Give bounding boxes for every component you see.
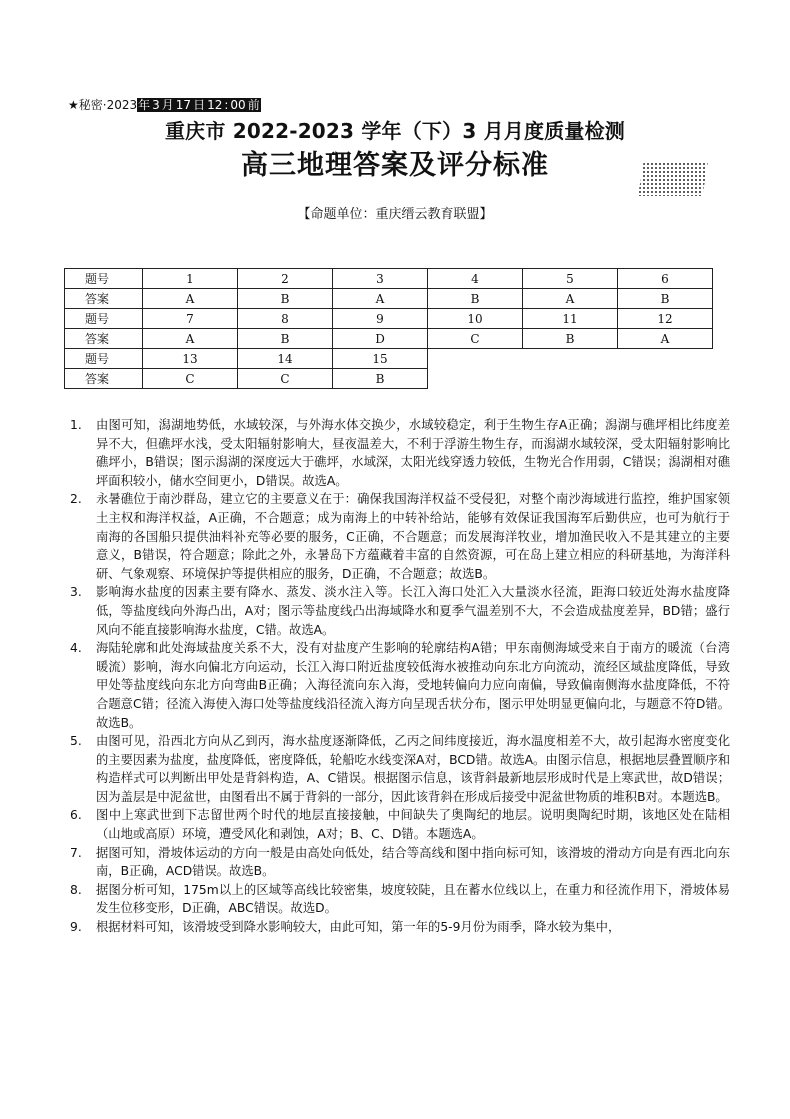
item-number: 4. xyxy=(70,641,82,656)
empty-cell xyxy=(428,349,523,369)
empty-cell xyxy=(428,369,523,389)
question-number: 15 xyxy=(333,349,428,369)
question-number: 6 xyxy=(618,269,713,289)
question-number: 1 xyxy=(143,269,238,289)
dot-pattern-decoration xyxy=(638,162,708,196)
confidential-notice xyxy=(68,97,261,113)
item-number: 9. xyxy=(70,920,82,935)
item-text: 影响海水盐度的因素主要有降水、蒸发、淡水注入等。长江入海口处汇入大量淡水径流，距海口较近处海水盐度降低，等盐度线向外海凸出，A对；图示等盐度线凸出海域降水和夏季气温差别不大，不会造成盐度差异，BD错；盛行风向不能直接影响海水盐度，C错。故选A。 xyxy=(96,585,730,637)
item-text: 由图可见，沿西北方向从乙到丙，海水盐度逐渐降低，乙丙之间纬度接近，海水温度相差不大，故引起海水密度变化的主要因素为盐度，盐度降低，密度降低，轮船吃水线变深A对，BCD错。故选A。由图示信息，根据地层叠置顺序和构造样式可以判断出甲处是背斜构造，A、C错误。根据图示信息，该背斜最新地层形成时代是上寒武世，故D错误；因为盖层是中泥盆世，由图看出不属于背斜的一部分，因此该背斜在形成后接受中泥盆世物质的堆积B对。本题选B。 xyxy=(96,734,730,804)
question-number: 12 xyxy=(618,309,713,329)
answer-cell: B xyxy=(523,329,618,349)
empty-cell xyxy=(523,349,618,369)
question-number: 11 xyxy=(523,309,618,329)
answer-cell: A xyxy=(143,289,238,309)
explanation-item xyxy=(70,881,730,918)
table-row xyxy=(65,369,713,389)
secret-date-part: 17 xyxy=(175,98,192,112)
answer-cell: B xyxy=(333,369,428,389)
explanation-item xyxy=(70,639,730,732)
secret-date-part: : xyxy=(224,98,229,112)
answer-table xyxy=(64,268,713,389)
answer-cell: C xyxy=(428,329,523,349)
answer-cell: A xyxy=(618,329,713,349)
row-label: 答案 xyxy=(65,369,143,389)
item-number: 3. xyxy=(70,585,82,600)
explanation-item xyxy=(70,416,730,490)
secret-date-part: 年 xyxy=(138,98,151,112)
answer-cell: C xyxy=(143,369,238,389)
explanation-list xyxy=(70,416,730,937)
issuing-unit: 【命题单位：重庆缙云教育联盟】 xyxy=(297,207,493,222)
question-number: 10 xyxy=(428,309,523,329)
answer-cell: B xyxy=(618,289,713,309)
explanation-item xyxy=(70,806,730,843)
question-number: 8 xyxy=(238,309,333,329)
empty-cell xyxy=(618,369,713,389)
answer-cell: A xyxy=(333,289,428,309)
secret-date-part: 3 xyxy=(152,98,160,112)
row-label: 题号 xyxy=(65,269,143,289)
secret-date-part: 前 xyxy=(247,98,260,112)
question-number: 14 xyxy=(238,349,333,369)
item-text: 据图分析可知，175m以上的区域等高线比较密集，坡度较陡，且在蓄水位线以上，在重力和径流作用下，滑坡体易发生位移变形，D正确，ABC错误。故选D。 xyxy=(96,882,730,916)
item-number: 6. xyxy=(70,808,82,823)
row-label: 答案 xyxy=(65,329,143,349)
item-text: 据图可知，滑坡体运动的方向一般是由高处向低处，结合等高线和图中指向标可知，该滑坡的滑动方向是有西北向东南，B正确，ACD错误。故选B。 xyxy=(96,845,730,879)
secret-date-part: 日 xyxy=(193,98,206,112)
question-number: 7 xyxy=(143,309,238,329)
answer-cell: A xyxy=(523,289,618,309)
secret-date-part: 月 xyxy=(161,98,174,112)
answer-cell: A xyxy=(143,329,238,349)
answer-cell: B xyxy=(428,289,523,309)
question-number: 3 xyxy=(333,269,428,289)
table-row xyxy=(65,289,713,309)
item-text: 图中上寒武世到下志留世两个时代的地层直接接触，中间缺失了奥陶纪的地层。说明奥陶纪时期，该地区处在陆相（山地或高原）环境，遭受风化和剥蚀，A对；B、C、D错。本题选A。 xyxy=(96,808,730,842)
item-text: 海陆轮廓和此处海域盐度关系不大，没有对盐度产生影响的轮廓结构A错；甲东南侧海域受来自于南方的暖流（台湾暖流）影响，海水向偏北方向运动，长江入海口附近盐度较低海水被推动向东北方向流动，流经区域盐度降低，导致甲处等盐度线向东北方向弯曲B正确；入海径流向东入海，受地转偏向力应向南偏，导致偏南侧海水盐度降低，不符合题意C错；径流入海使入海口处等盐度线沿径流入海方向呈现舌状分布，图示甲处明显更偏向北，与题意不符D错。故选B。 xyxy=(96,641,730,730)
document-title: 高三地理答案及评分标准 xyxy=(241,150,549,181)
explanation-item xyxy=(70,918,730,937)
item-number: 1. xyxy=(70,418,82,432)
explanation-item xyxy=(70,844,730,881)
question-number: 13 xyxy=(143,349,238,369)
item-text: 永暑礁位于南沙群岛，建立它的主要意义在于：确保我国海洋权益不受侵犯，对整个南沙海域进行监控，维护国家领土主权和海洋权益，A正确，不合题意；成为南海上的中转补给站，能够有效保证我国海军后勤供应，也可为航行于南海的各国船只提供油料补充等必要的服务，C正确，不合题意；而发展海洋牧业，增加渔民收入不是其建立的主要意义，B错误，符合题意；除此之外，永暑岛下方蕴藏着丰富的自然资源，可在岛上建立相应的科研基地，为海洋科研、气象观察、环境保护等提供相应的服务，D正确，不合题意；故选B。 xyxy=(96,492,730,581)
row-label: 答案 xyxy=(65,289,143,309)
explanation-item xyxy=(70,732,730,806)
item-text: 根据材料可知，该滑坡受到降水影响较大，由此可知，第一年的5-9月份为雨季，降水较为集中， xyxy=(96,920,621,935)
answer-cell: D xyxy=(333,329,428,349)
question-number: 2 xyxy=(238,269,333,289)
item-number: 8. xyxy=(70,882,82,897)
explanation-item xyxy=(70,583,730,639)
answer-cell: B xyxy=(238,329,333,349)
item-number: 5. xyxy=(70,734,82,749)
empty-cell xyxy=(618,349,713,369)
question-number: 9 xyxy=(333,309,428,329)
item-number: 7. xyxy=(70,845,82,860)
secret-date-part: 12 xyxy=(207,98,223,112)
answer-cell: C xyxy=(238,369,333,389)
question-number: 4 xyxy=(428,269,523,289)
exam-title: 重庆市 2022-2023 学年（下）3 月月度质量检测 xyxy=(164,119,626,143)
question-number: 5 xyxy=(523,269,618,289)
row-label: 题号 xyxy=(65,309,143,329)
table-row xyxy=(65,349,713,369)
item-number: 2. xyxy=(70,492,82,507)
table-row xyxy=(65,329,713,349)
table-row xyxy=(65,309,713,329)
explanation-item xyxy=(70,490,730,583)
empty-cell xyxy=(523,369,618,389)
item-text: 由图可知，潟湖地势低，水域较深，与外海水体交换少，水域较稳定，利于生物生存A正确；潟湖与礁坪相比纬度差异不大，但礁坪水浅，受太阳辐射影响大，昼夜温差大，不利于浮游生物生存，而潟湖水域较深，受太阳辐射影响比礁坪小，B错误；图示潟湖的深度远大于礁坪，水域深，太阳光线穿透力较低，生物光合作用弱，C错误；潟湖相对礁坪面积较小，储水空间更小，D错误。故选A。 xyxy=(96,418,730,488)
table-row xyxy=(65,269,713,289)
secret-date-part: 00 xyxy=(230,98,246,112)
secret-prefix: ★秘密·2023 xyxy=(68,98,138,112)
row-label: 题号 xyxy=(65,349,143,369)
answer-cell: B xyxy=(238,289,333,309)
